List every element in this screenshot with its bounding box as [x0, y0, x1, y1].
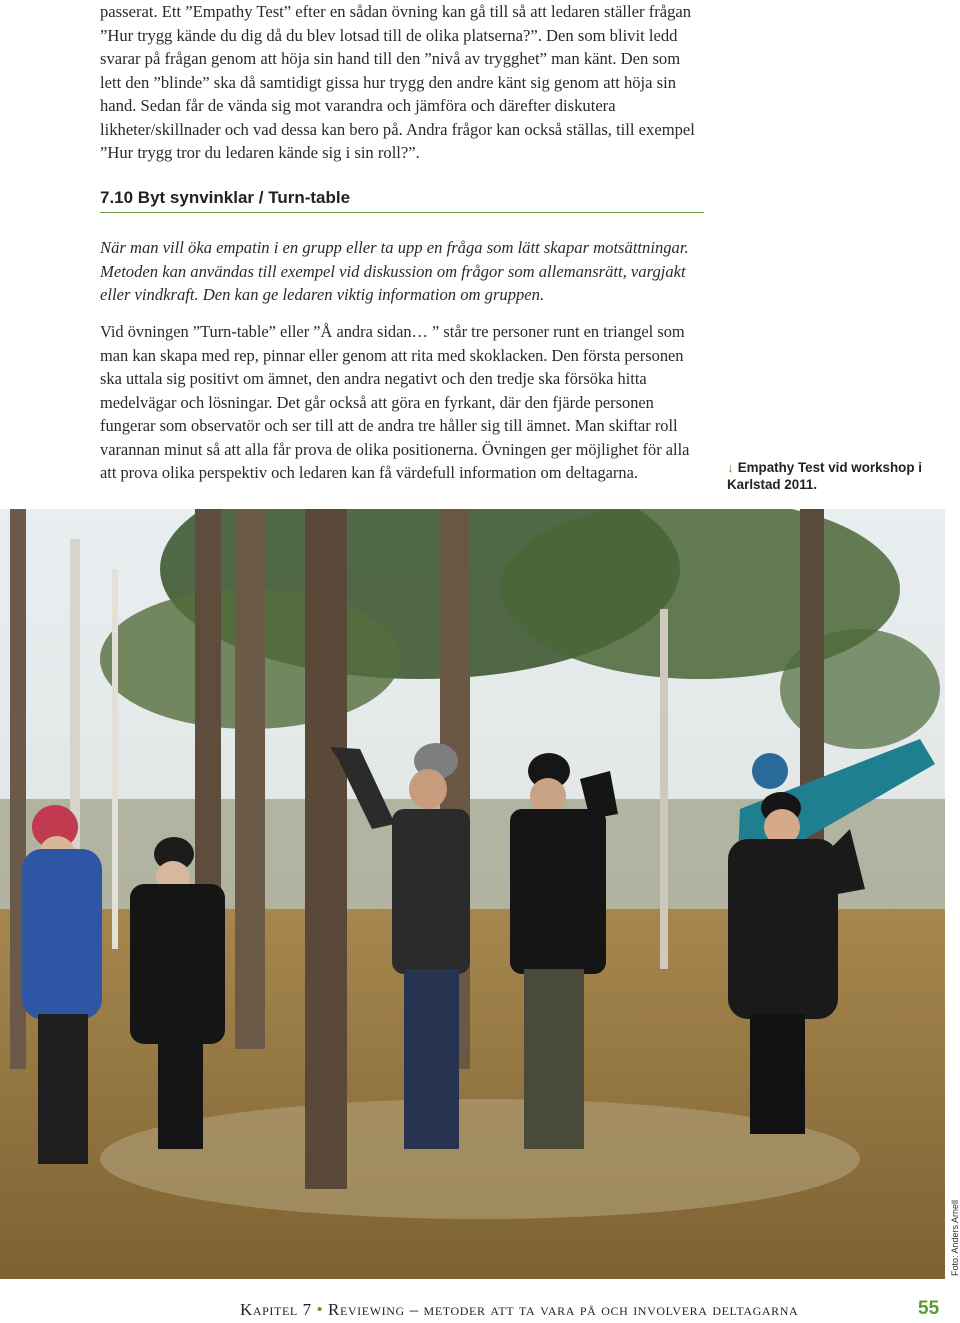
arrow-down-icon: ↓ — [727, 460, 734, 475]
heading-rule — [100, 212, 704, 213]
page-footer — [240, 1300, 798, 1320]
body-paragraph-1: passerat. Ett ”Empathy Test” efter en sådan övning kan gå till så att ledaren ställer frågan ”Hur trygg kände du dig då du blev lotsad till de olika platserna?”. Den som blivit ledd svarar på frågan genom att höja sin hand till den ”nivå av trygghet” man känt. Den som lett den ”blinde” ska då samtidigt gissa hur trygg den andre känt sig genom att höja sin hand. Sedan får de vända sig mot varandra och jämföra och därefter diskutera likheter/skillnader och vad dessa kan bero på. Andra frågor kan också ställas, till exempel ”Hur trygg tror du ledaren kände sig i sin roll?”. — [100, 2, 695, 162]
footer-title: Reviewing – metoder att ta vara på och involvera deltagarna — [328, 1300, 799, 1319]
caption-text: Empathy Test vid workshop i Karlstad 2011. — [727, 460, 922, 492]
workshop-photo — [0, 509, 945, 1279]
footer-chapter: Kapitel 7 — [240, 1300, 312, 1319]
body-paragraph-2: Vid övningen ”Turn-table” eller ”Å andra sidan… ” står tre personer runt en triangel som man kan skapa med rep, pinnar eller genom att rita med skoklacken. Den första personen ska uttala sig positivt om ämnet, den andra negativt och den tredje ska försöka hitta medelvägar och lösningar. Det går också att göra en fyrkant, där den fjärde personen fungerar som observatör och ser till att de andra tre håller sig till ämnet. Man skiftar roll varannan minut så att alla får prova de olika positionerna. Övningen ger möjlighet för alla att prova olika perspektiv och ledaren kan få värdefull information om deltagarna. — [100, 322, 690, 482]
footer-separator: • — [316, 1300, 324, 1319]
photo-caption — [727, 459, 947, 493]
page-number: 55 — [918, 1298, 940, 1319]
section-heading: 7.10 Byt synvinklar / Turn-table — [100, 188, 351, 207]
photo-credit: Foto: Anders Arnell — [950, 1199, 960, 1276]
section-intro: När man vill öka empatin i en grupp eller ta upp en fråga som lätt skapar motsättningar. Metoden kan användas till exempel vid diskussion om frågor som allemansrätt, vargjakt eller vindkraft. Den kan ge ledaren viktig information om gruppen. — [100, 238, 689, 304]
